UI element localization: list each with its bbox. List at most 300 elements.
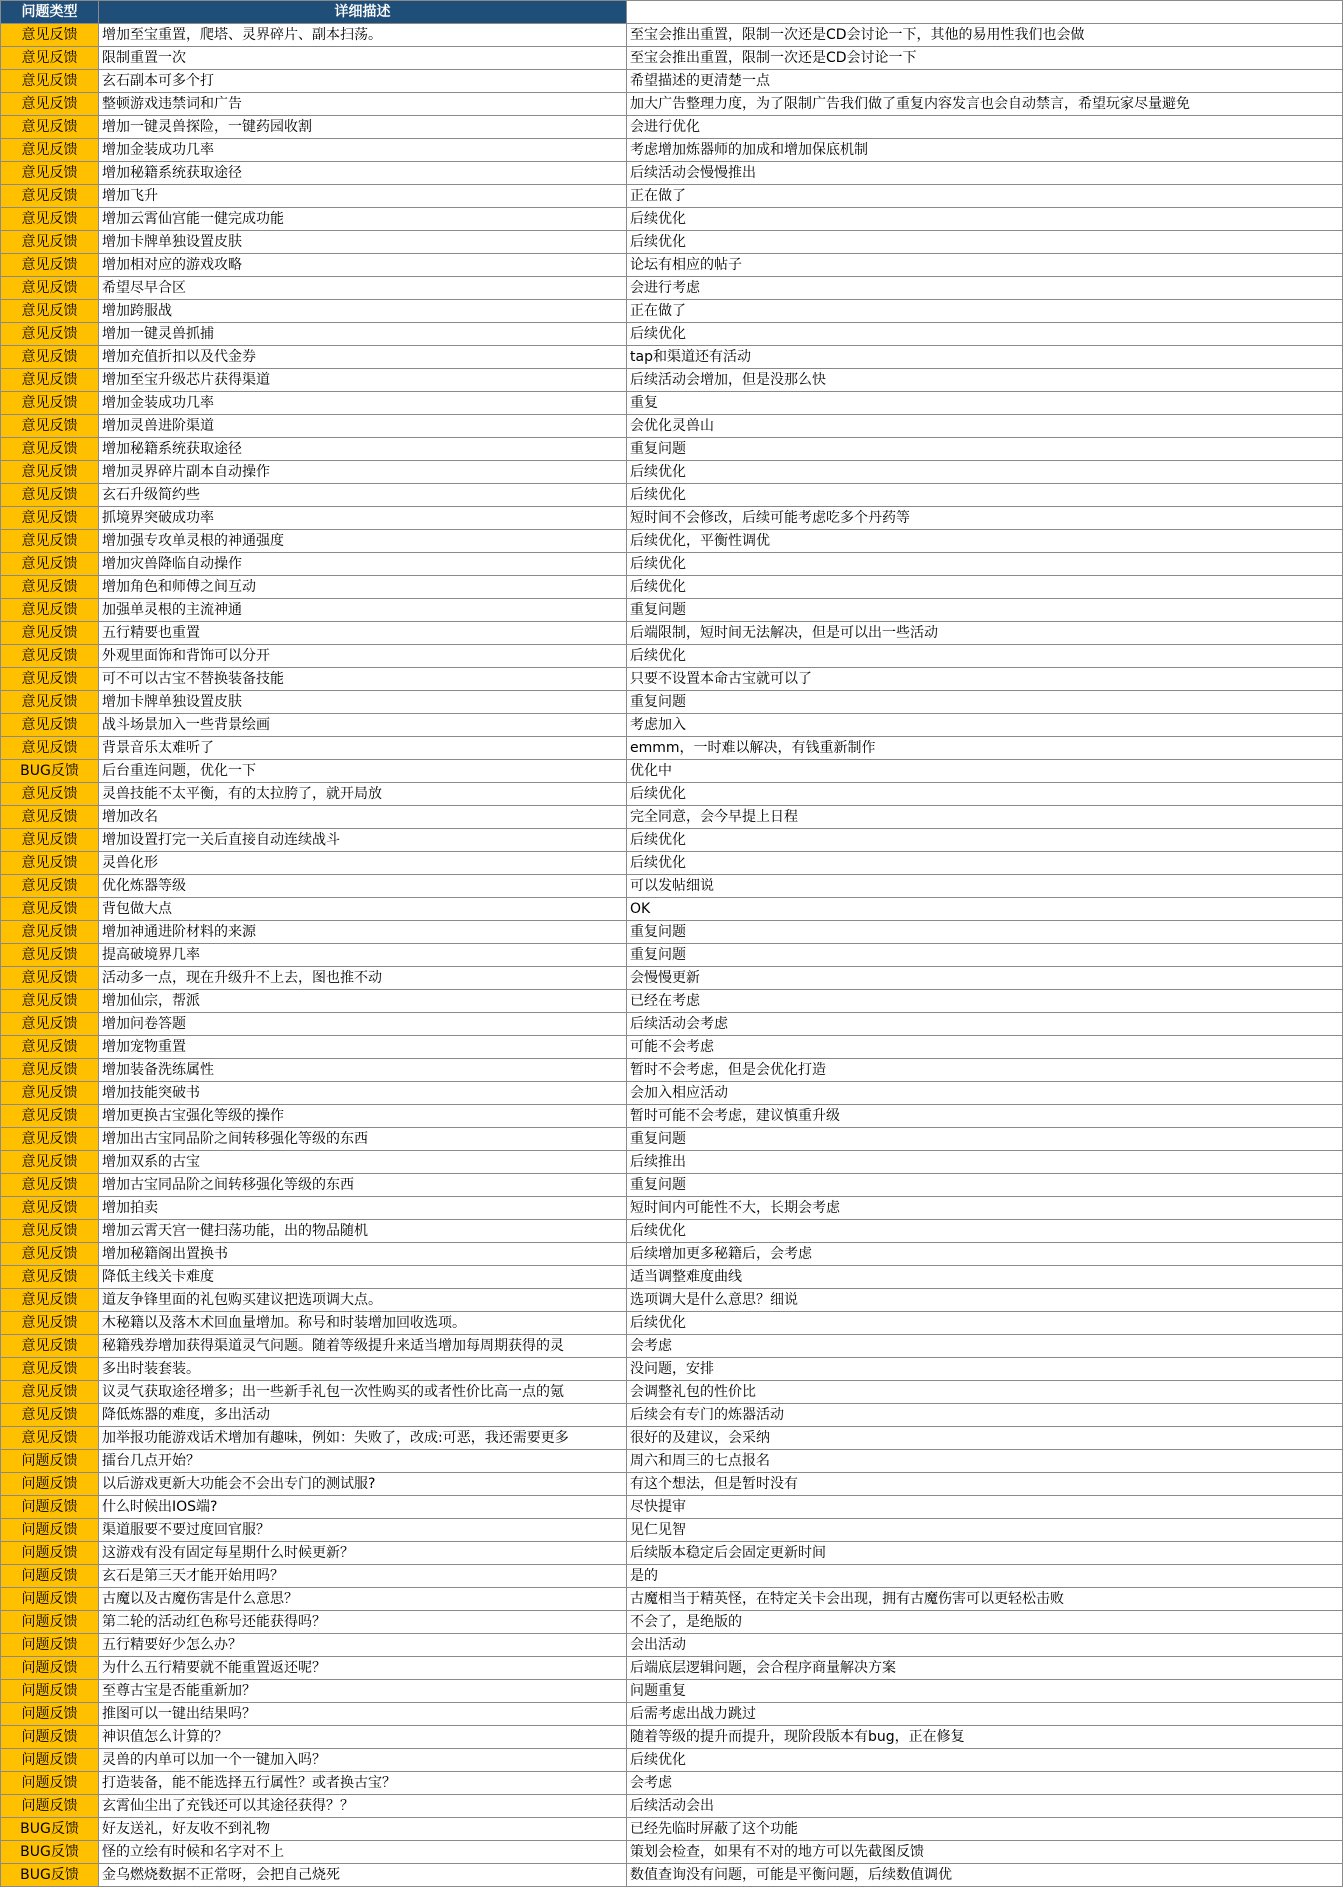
table-row xyxy=(1,1381,1343,1404)
cell-response[interactable]: 后续活动会出 xyxy=(627,1795,1343,1818)
cell-description[interactable]: 希望尽早合区 xyxy=(99,277,627,300)
cell-response[interactable]: 暂时不会考虑，但是会优化打造 xyxy=(627,1059,1343,1082)
cell-description[interactable]: 议灵气获取途径增多；出一些新手礼包一次性购买的或者性价比高一点的氪 xyxy=(99,1381,627,1404)
cell-description[interactable]: 灵兽技能不太平衡，有的太拉胯了，就开局放 xyxy=(99,783,627,806)
table-row xyxy=(1,24,1343,47)
cell-response[interactable]: 很好的及建议，会采纳 xyxy=(627,1427,1343,1450)
cell-response[interactable]: 优化中 xyxy=(627,760,1343,783)
table-row xyxy=(1,300,1343,323)
cell-type[interactable]: 意见反馈 xyxy=(1,346,99,369)
table-row xyxy=(1,1404,1343,1427)
cell-description[interactable]: 玄石副本可多个打 xyxy=(99,70,627,93)
cell-response[interactable]: 会调整礼包的性价比 xyxy=(627,1381,1343,1404)
table-row xyxy=(1,852,1343,875)
cell-description[interactable]: 增加角色和师傅之间互动 xyxy=(99,576,627,599)
cell-description[interactable]: 背包做大点 xyxy=(99,898,627,921)
table-row xyxy=(1,47,1343,70)
table-row xyxy=(1,254,1343,277)
cell-type[interactable]: 意见反馈 xyxy=(1,1358,99,1381)
cell-response[interactable]: 不会了，是绝版的 xyxy=(627,1611,1343,1634)
cell-response[interactable]: 后续优化 xyxy=(627,829,1343,852)
cell-type[interactable]: 问题反馈 xyxy=(1,1680,99,1703)
cell-response[interactable]: 适当调整难度曲线 xyxy=(627,1266,1343,1289)
cell-type[interactable]: 意见反馈 xyxy=(1,806,99,829)
cell-response[interactable]: 后续优化，平衡性调优 xyxy=(627,530,1343,553)
cell-response[interactable]: 策划会检查，如果有不对的地方可以先截图反馈 xyxy=(627,1841,1343,1864)
table-row xyxy=(1,622,1343,645)
cell-type[interactable]: 意见反馈 xyxy=(1,208,99,231)
table-row xyxy=(1,714,1343,737)
cell-description[interactable]: 增加改名 xyxy=(99,806,627,829)
cell-response[interactable]: 会加入相应活动 xyxy=(627,1082,1343,1105)
cell-description[interactable]: 增加一键灵兽抓捕 xyxy=(99,323,627,346)
cell-response[interactable]: 加大广告整理力度，为了限制广告我们做了重复内容发言也会自动禁言，希望玩家尽量避免 xyxy=(627,93,1343,116)
cell-description[interactable]: 金乌燃烧数据不正常呀，会把自己烧死 xyxy=(99,1864,627,1887)
cell-description[interactable]: 增加更换古宝强化等级的操作 xyxy=(99,1105,627,1128)
cell-type[interactable]: 问题反馈 xyxy=(1,1519,99,1542)
cell-type[interactable]: 问题反馈 xyxy=(1,1703,99,1726)
cell-description[interactable]: 灵兽化形 xyxy=(99,852,627,875)
cell-response[interactable]: 暂时可能不会考虑，建议慎重升级 xyxy=(627,1105,1343,1128)
cell-response[interactable]: 后续活动会考虑 xyxy=(627,1013,1343,1036)
cell-response[interactable]: 重复问题 xyxy=(627,1128,1343,1151)
cell-description[interactable]: 打造装备，能不能选择五行属性？或者换古宝？ xyxy=(99,1772,627,1795)
table-row xyxy=(1,1128,1343,1151)
cell-type[interactable]: 意见反馈 xyxy=(1,1036,99,1059)
cell-type[interactable]: 问题反馈 xyxy=(1,1473,99,1496)
cell-type[interactable]: 意见反馈 xyxy=(1,162,99,185)
cell-response[interactable]: 后续优化 xyxy=(627,1312,1343,1335)
cell-type[interactable]: 意见反馈 xyxy=(1,1197,99,1220)
cell-response[interactable]: emmm，一时难以解决，有钱重新制作 xyxy=(627,737,1343,760)
table-row xyxy=(1,1197,1343,1220)
cell-type[interactable]: 意见反馈 xyxy=(1,70,99,93)
cell-type[interactable]: 意见反馈 xyxy=(1,875,99,898)
cell-type[interactable]: 意见反馈 xyxy=(1,944,99,967)
cell-response[interactable]: 尽快提审 xyxy=(627,1496,1343,1519)
table-row xyxy=(1,277,1343,300)
cell-response[interactable]: OK xyxy=(627,898,1343,921)
cell-description[interactable]: 增加秘籍阁出置换书 xyxy=(99,1243,627,1266)
cell-description[interactable]: 降低炼器的难度，多出活动 xyxy=(99,1404,627,1427)
cell-response[interactable]: 短时间内可能性不大，长期会考虑 xyxy=(627,1197,1343,1220)
cell-type[interactable]: 问题反馈 xyxy=(1,1611,99,1634)
table-row xyxy=(1,139,1343,162)
cell-description[interactable]: 灵兽的内单可以加一个一键加入吗？ xyxy=(99,1749,627,1772)
cell-type[interactable]: 意见反馈 xyxy=(1,254,99,277)
cell-type[interactable]: 意见反馈 xyxy=(1,47,99,70)
cell-response[interactable]: 后续优化 xyxy=(627,852,1343,875)
cell-response[interactable]: 随着等级的提升而提升，现阶段版本有bug，正在修复 xyxy=(627,1726,1343,1749)
table-row xyxy=(1,1657,1343,1680)
header-cell-response[interactable] xyxy=(627,1,1343,24)
cell-response[interactable]: 希望描述的更清楚一点 xyxy=(627,70,1343,93)
cell-response[interactable]: 会进行考虑 xyxy=(627,277,1343,300)
cell-response[interactable]: 后续会有专门的炼器活动 xyxy=(627,1404,1343,1427)
cell-description[interactable]: 加举报功能游戏话术增加有趣味，例如：失败了，改成:可恶，我还需要更多 xyxy=(99,1427,627,1450)
cell-type[interactable]: 意见反馈 xyxy=(1,185,99,208)
cell-description[interactable]: 战斗场景加入一些背景绘画 xyxy=(99,714,627,737)
cell-type[interactable]: 意见反馈 xyxy=(1,1427,99,1450)
table-body xyxy=(1,24,1343,1887)
cell-description[interactable]: 优化炼器等级 xyxy=(99,875,627,898)
cell-response[interactable]: 古魔相当于精英怪，在特定关卡会出现，拥有古魔伤害可以更轻松击败 xyxy=(627,1588,1343,1611)
cell-type[interactable]: 问题反馈 xyxy=(1,1496,99,1519)
cell-response[interactable]: 见仁见智 xyxy=(627,1519,1343,1542)
cell-description[interactable]: 增加问卷答题 xyxy=(99,1013,627,1036)
cell-description[interactable]: 背景音乐太难听了 xyxy=(99,737,627,760)
cell-type[interactable]: 意见反馈 xyxy=(1,530,99,553)
cell-response[interactable]: 考虑增加炼器师的加成和增加保底机制 xyxy=(627,139,1343,162)
cell-type[interactable]: 意见反馈 xyxy=(1,829,99,852)
cell-type[interactable]: 意见反馈 xyxy=(1,599,99,622)
table-row xyxy=(1,415,1343,438)
cell-response[interactable]: 后续优化 xyxy=(627,645,1343,668)
cell-response[interactable]: 正在做了 xyxy=(627,300,1343,323)
cell-response[interactable]: 已经在考虑 xyxy=(627,990,1343,1013)
cell-type[interactable]: 意见反馈 xyxy=(1,553,99,576)
cell-type[interactable]: 问题反馈 xyxy=(1,1749,99,1772)
cell-description[interactable]: 增加技能突破书 xyxy=(99,1082,627,1105)
cell-response[interactable]: 重复问题 xyxy=(627,921,1343,944)
cell-description[interactable]: 增加强专攻单灵根的神通强度 xyxy=(99,530,627,553)
table-row xyxy=(1,530,1343,553)
cell-response[interactable]: 后续活动会慢慢推出 xyxy=(627,162,1343,185)
cell-description[interactable]: 增加相对应的游戏攻略 xyxy=(99,254,627,277)
cell-type[interactable]: 问题反馈 xyxy=(1,1795,99,1818)
cell-type[interactable]: 意见反馈 xyxy=(1,300,99,323)
cell-description[interactable]: 至尊古宝是否能重新加？ xyxy=(99,1680,627,1703)
cell-type[interactable]: 意见反馈 xyxy=(1,24,99,47)
cell-type[interactable]: 意见反馈 xyxy=(1,1105,99,1128)
cell-response[interactable]: 会进行优化 xyxy=(627,116,1343,139)
cell-description[interactable]: 降低主线关卡难度 xyxy=(99,1266,627,1289)
table-row xyxy=(1,1749,1343,1772)
header-row xyxy=(1,1,1343,24)
cell-type[interactable]: BUG反馈 xyxy=(1,1841,99,1864)
cell-type[interactable]: 意见反馈 xyxy=(1,921,99,944)
cell-response[interactable]: 后续优化 xyxy=(627,461,1343,484)
cell-type[interactable]: 意见反馈 xyxy=(1,1404,99,1427)
cell-type[interactable]: 意见反馈 xyxy=(1,852,99,875)
cell-response[interactable]: 考虑加入 xyxy=(627,714,1343,737)
cell-response[interactable]: 没问题，安排 xyxy=(627,1358,1343,1381)
cell-response[interactable]: 后续增加更多秘籍后，会考虑 xyxy=(627,1243,1343,1266)
table-row xyxy=(1,369,1343,392)
cell-response[interactable]: 会慢慢更新 xyxy=(627,967,1343,990)
cell-response[interactable]: 后续优化 xyxy=(627,1220,1343,1243)
cell-response[interactable]: 有这个想法，但是暂时没有 xyxy=(627,1473,1343,1496)
cell-type[interactable]: BUG反馈 xyxy=(1,1864,99,1887)
cell-description[interactable]: 增加卡牌单独设置皮肤 xyxy=(99,691,627,714)
cell-description[interactable]: 玄石升级简约些 xyxy=(99,484,627,507)
cell-description[interactable]: 增加灾兽降临自动操作 xyxy=(99,553,627,576)
cell-description[interactable]: 增加装备洗练属性 xyxy=(99,1059,627,1082)
cell-type[interactable]: 意见反馈 xyxy=(1,737,99,760)
cell-response[interactable]: 可以发帖细说 xyxy=(627,875,1343,898)
cell-description[interactable]: 增加至宝重置，爬塔、灵界碎片、副本扫荡。 xyxy=(99,24,627,47)
cell-response[interactable]: 会考虑 xyxy=(627,1772,1343,1795)
cell-description[interactable]: 增加古宝同品阶之间转移强化等级的东西 xyxy=(99,1174,627,1197)
cell-response[interactable]: 后续优化 xyxy=(627,553,1343,576)
cell-description[interactable]: 增加至宝升级芯片获得渠道 xyxy=(99,369,627,392)
cell-type[interactable]: 意见反馈 xyxy=(1,1013,99,1036)
cell-description[interactable]: 增加云霄仙宫能一健完成功能 xyxy=(99,208,627,231)
cell-description[interactable]: 增加卡牌单独设置皮肤 xyxy=(99,231,627,254)
cell-description[interactable]: 整顿游戏违禁词和广告 xyxy=(99,93,627,116)
table-row xyxy=(1,438,1343,461)
cell-type[interactable]: 问题反馈 xyxy=(1,1588,99,1611)
cell-type[interactable]: 意见反馈 xyxy=(1,645,99,668)
cell-description[interactable]: 增加灵兽进阶渠道 xyxy=(99,415,627,438)
cell-response[interactable]: 至宝会推出重置，限制一次还是CD会讨论一下 xyxy=(627,47,1343,70)
cell-type[interactable]: 意见反馈 xyxy=(1,898,99,921)
cell-description[interactable]: 增加飞升 xyxy=(99,185,627,208)
table-row xyxy=(1,921,1343,944)
cell-response[interactable]: 短时间不会修改，后续可能考虑吃多个丹药等 xyxy=(627,507,1343,530)
table-row xyxy=(1,783,1343,806)
cell-response[interactable]: 重复问题 xyxy=(627,599,1343,622)
cell-response[interactable]: 至宝会推出重置，限制一次还是CD会讨论一下，其他的易用性我们也会做 xyxy=(627,24,1343,47)
table-row xyxy=(1,1519,1343,1542)
cell-type[interactable]: 意见反馈 xyxy=(1,461,99,484)
table-row xyxy=(1,93,1343,116)
cell-description[interactable]: 增加双系的古宝 xyxy=(99,1151,627,1174)
cell-description[interactable]: 活动多一点，现在升级升不上去，图也推不动 xyxy=(99,967,627,990)
table-row xyxy=(1,1036,1343,1059)
cell-type[interactable]: 意见反馈 xyxy=(1,484,99,507)
cell-description[interactable]: 增加秘籍系统获取途径 xyxy=(99,162,627,185)
cell-response[interactable]: 数值查询没有问题，可能是平衡问题，后续数值调优 xyxy=(627,1864,1343,1887)
cell-response[interactable]: 重复 xyxy=(627,392,1343,415)
cell-description[interactable]: 神识值怎么计算的？ xyxy=(99,1726,627,1749)
cell-description[interactable]: 后台重连问题，优化一下 xyxy=(99,760,627,783)
cell-type[interactable]: 意见反馈 xyxy=(1,139,99,162)
cell-description[interactable]: 推图可以一键出结果吗？ xyxy=(99,1703,627,1726)
cell-description[interactable]: 秘籍残券增加获得渠道灵气问题。随着等级提升来适当增加每周期获得的灵 xyxy=(99,1335,627,1358)
cell-type[interactable]: 意见反馈 xyxy=(1,438,99,461)
cell-type[interactable]: 问题反馈 xyxy=(1,1450,99,1473)
cell-response[interactable]: 后续推出 xyxy=(627,1151,1343,1174)
cell-type[interactable]: BUG反馈 xyxy=(1,1818,99,1841)
cell-description[interactable]: 渠道服要不要过度回官服？ xyxy=(99,1519,627,1542)
table-row xyxy=(1,1335,1343,1358)
cell-response[interactable]: 会考虑 xyxy=(627,1335,1343,1358)
cell-type[interactable]: 意见反馈 xyxy=(1,1312,99,1335)
cell-description[interactable]: 玄石是第三天才能开始用吗？ xyxy=(99,1565,627,1588)
cell-description[interactable]: 增加金装成功几率 xyxy=(99,392,627,415)
table-row xyxy=(1,1565,1343,1588)
cell-description[interactable]: 多出时装套装。 xyxy=(99,1358,627,1381)
cell-description[interactable]: 五行精要也重置 xyxy=(99,622,627,645)
cell-type[interactable]: 意见反馈 xyxy=(1,668,99,691)
cell-response[interactable]: 可能不会考虑 xyxy=(627,1036,1343,1059)
cell-response[interactable]: 正在做了 xyxy=(627,185,1343,208)
table-row xyxy=(1,1703,1343,1726)
cell-description[interactable]: 增加充值折扣以及代金券 xyxy=(99,346,627,369)
cell-description[interactable]: 以后游戏更新大功能会不会出专门的测试服? xyxy=(99,1473,627,1496)
table-row xyxy=(1,392,1343,415)
table-row xyxy=(1,1358,1343,1381)
cell-description[interactable]: 道友争锋里面的礼包购买建议把选项调大点。 xyxy=(99,1289,627,1312)
table-row xyxy=(1,1496,1343,1519)
cell-type[interactable]: 意见反馈 xyxy=(1,1128,99,1151)
cell-response[interactable]: 选项调大是什么意思？细说 xyxy=(627,1289,1343,1312)
cell-response[interactable]: 论坛有相应的帖子 xyxy=(627,254,1343,277)
cell-type[interactable]: 意见反馈 xyxy=(1,622,99,645)
cell-type[interactable]: 意见反馈 xyxy=(1,990,99,1013)
cell-type[interactable]: 意见反馈 xyxy=(1,1220,99,1243)
cell-type[interactable]: 意见反馈 xyxy=(1,392,99,415)
table-row xyxy=(1,1726,1343,1749)
cell-response[interactable]: 问题重复 xyxy=(627,1680,1343,1703)
cell-type[interactable]: 问题反馈 xyxy=(1,1657,99,1680)
cell-type[interactable]: BUG反馈 xyxy=(1,760,99,783)
cell-type[interactable]: 意见反馈 xyxy=(1,1243,99,1266)
cell-response[interactable]: 会优化灵兽山 xyxy=(627,415,1343,438)
cell-type[interactable]: 意见反馈 xyxy=(1,783,99,806)
table-row xyxy=(1,461,1343,484)
cell-description[interactable]: 可不可以古宝不替换装备技能 xyxy=(99,668,627,691)
cell-response[interactable]: 后续优化 xyxy=(627,208,1343,231)
cell-response[interactable]: 重复问题 xyxy=(627,691,1343,714)
cell-description[interactable]: 加强单灵根的主流神通 xyxy=(99,599,627,622)
cell-response[interactable]: 重复问题 xyxy=(627,438,1343,461)
cell-description[interactable]: 增加仙宗，帮派 xyxy=(99,990,627,1013)
cell-type[interactable]: 意见反馈 xyxy=(1,93,99,116)
cell-response[interactable]: 后续优化 xyxy=(627,484,1343,507)
cell-description[interactable]: 第二轮的活动红色称号还能获得吗？ xyxy=(99,1611,627,1634)
cell-type[interactable]: 意见反馈 xyxy=(1,277,99,300)
cell-response[interactable]: 后需考虑出战力跳过 xyxy=(627,1703,1343,1726)
cell-type[interactable]: 意见反馈 xyxy=(1,116,99,139)
cell-description[interactable]: 擂台几点开始？ xyxy=(99,1450,627,1473)
cell-response[interactable]: 已经先临时屏蔽了这个功能 xyxy=(627,1818,1343,1841)
table-row xyxy=(1,1059,1343,1082)
table-row xyxy=(1,760,1343,783)
cell-type[interactable]: 意见反馈 xyxy=(1,714,99,737)
cell-type[interactable]: 意见反馈 xyxy=(1,1082,99,1105)
cell-response[interactable]: 后续优化 xyxy=(627,576,1343,599)
cell-response[interactable]: 会出活动 xyxy=(627,1634,1343,1657)
cell-description[interactable]: 增加设置打完一关后直接自动连续战斗 xyxy=(99,829,627,852)
cell-description[interactable]: 限制重置一次 xyxy=(99,47,627,70)
table-row xyxy=(1,944,1343,967)
cell-description[interactable]: 什么时候出IOS端? xyxy=(99,1496,627,1519)
table-row xyxy=(1,70,1343,93)
table-row xyxy=(1,668,1343,691)
cell-response[interactable]: 后续版本稳定后会固定更新时间 xyxy=(627,1542,1343,1565)
cell-type[interactable]: 意见反馈 xyxy=(1,576,99,599)
cell-response[interactable]: 只要不设置本命古宝就可以了 xyxy=(627,668,1343,691)
cell-type[interactable]: 意见反馈 xyxy=(1,1289,99,1312)
cell-response[interactable]: 后端底层逻辑问题，会合程序商量解决方案 xyxy=(627,1657,1343,1680)
cell-description[interactable]: 好友送礼，好友收不到礼物 xyxy=(99,1818,627,1841)
cell-description[interactable]: 增加灵界碎片副本自动操作 xyxy=(99,461,627,484)
cell-response[interactable]: 重复问题 xyxy=(627,1174,1343,1197)
cell-description[interactable]: 为什么五行精要就不能重置返还呢？ xyxy=(99,1657,627,1680)
header-cell-type[interactable]: 问题类型 xyxy=(1,1,99,24)
cell-description[interactable]: 增加秘籍系统获取途径 xyxy=(99,438,627,461)
cell-response[interactable]: 后续优化 xyxy=(627,323,1343,346)
cell-type[interactable]: 问题反馈 xyxy=(1,1772,99,1795)
cell-type[interactable]: 意见反馈 xyxy=(1,1059,99,1082)
cell-type[interactable]: 意见反馈 xyxy=(1,967,99,990)
cell-type[interactable]: 意见反馈 xyxy=(1,1266,99,1289)
table-row xyxy=(1,185,1343,208)
table-row xyxy=(1,1243,1343,1266)
cell-response[interactable]: 后续活动会增加，但是没那么快 xyxy=(627,369,1343,392)
cell-response[interactable]: 后端限制，短时间无法解决，但是可以出一些活动 xyxy=(627,622,1343,645)
cell-type[interactable]: 问题反馈 xyxy=(1,1634,99,1657)
cell-description[interactable]: 增加拍卖 xyxy=(99,1197,627,1220)
cell-response[interactable]: 完全同意，会今早提上日程 xyxy=(627,806,1343,829)
cell-description[interactable]: 增加一键灵兽探险，一键药园收割 xyxy=(99,116,627,139)
cell-type[interactable]: 意见反馈 xyxy=(1,231,99,254)
cell-type[interactable]: 意见反馈 xyxy=(1,1335,99,1358)
cell-type[interactable]: 意见反馈 xyxy=(1,1174,99,1197)
table-row xyxy=(1,806,1343,829)
cell-description[interactable]: 这游戏有没有固定每星期什么时候更新？ xyxy=(99,1542,627,1565)
table-row xyxy=(1,1312,1343,1335)
cell-description[interactable]: 玄霄仙尘出了充钱还可以其途径获得？？ xyxy=(99,1795,627,1818)
cell-type[interactable]: 意见反馈 xyxy=(1,507,99,530)
cell-type[interactable]: 问题反馈 xyxy=(1,1565,99,1588)
cell-description[interactable]: 木秘籍以及落木术回血量增加。称号和时装增加回收选项。 xyxy=(99,1312,627,1335)
table-row xyxy=(1,1013,1343,1036)
cell-type[interactable]: 意见反馈 xyxy=(1,323,99,346)
cell-response[interactable]: 周六和周三的七点报名 xyxy=(627,1450,1343,1473)
cell-description[interactable]: 古魔以及古魔伤害是什么意思？ xyxy=(99,1588,627,1611)
cell-description[interactable]: 增加宠物重置 xyxy=(99,1036,627,1059)
cell-description[interactable]: 外观里面饰和背饰可以分开 xyxy=(99,645,627,668)
table-row xyxy=(1,231,1343,254)
cell-type[interactable]: 问题反馈 xyxy=(1,1542,99,1565)
table-row xyxy=(1,599,1343,622)
table-row xyxy=(1,1818,1343,1841)
cell-description[interactable]: 增加云霄天宫一健扫荡功能，出的物品随机 xyxy=(99,1220,627,1243)
table-row xyxy=(1,1864,1343,1887)
cell-description[interactable]: 增加跨服战 xyxy=(99,300,627,323)
cell-type[interactable]: 意见反馈 xyxy=(1,369,99,392)
cell-response[interactable]: 重复问题 xyxy=(627,944,1343,967)
table-row xyxy=(1,507,1343,530)
cell-description[interactable]: 增加出古宝同品阶之间转移强化等级的东西 xyxy=(99,1128,627,1151)
table-row xyxy=(1,967,1343,990)
cell-description[interactable]: 提高破境界几率 xyxy=(99,944,627,967)
cell-type[interactable]: 意见反馈 xyxy=(1,691,99,714)
cell-response[interactable]: 后续优化 xyxy=(627,1749,1343,1772)
cell-type[interactable]: 问题反馈 xyxy=(1,1726,99,1749)
table-row xyxy=(1,1542,1343,1565)
cell-description[interactable]: 抓境界突破成功率 xyxy=(99,507,627,530)
cell-type[interactable]: 意见反馈 xyxy=(1,415,99,438)
cell-response[interactable]: 是的 xyxy=(627,1565,1343,1588)
cell-description[interactable]: 五行精要好少怎么办？ xyxy=(99,1634,627,1657)
cell-type[interactable]: 意见反馈 xyxy=(1,1151,99,1174)
cell-type[interactable]: 意见反馈 xyxy=(1,1381,99,1404)
table-row xyxy=(1,162,1343,185)
cell-description[interactable]: 怪的立绘有时候和名字对不上 xyxy=(99,1841,627,1864)
cell-description[interactable]: 增加金装成功几率 xyxy=(99,139,627,162)
cell-description[interactable]: 增加神通进阶材料的来源 xyxy=(99,921,627,944)
table-row xyxy=(1,737,1343,760)
table-row xyxy=(1,576,1343,599)
header-cell-description[interactable]: 详细描述 xyxy=(99,1,627,24)
cell-response[interactable]: 后续优化 xyxy=(627,783,1343,806)
cell-response[interactable]: tap和渠道还有活动 xyxy=(627,346,1343,369)
cell-response[interactable]: 后续优化 xyxy=(627,231,1343,254)
